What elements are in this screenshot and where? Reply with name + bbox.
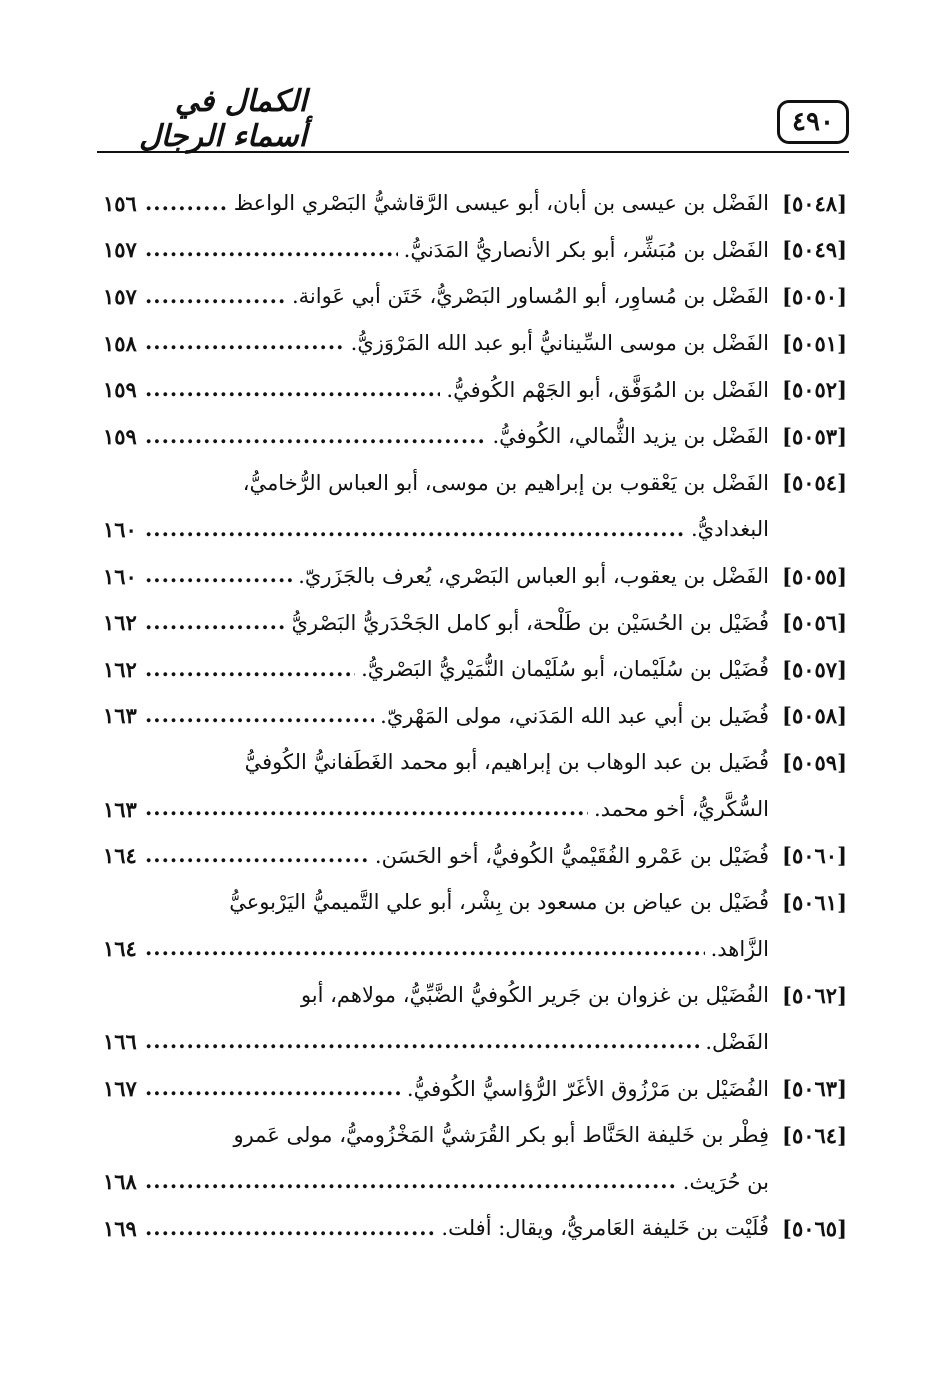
entry-page: ١٦٠: [103, 516, 137, 542]
entry-title: الفَضْل.: [705, 1029, 769, 1054]
entry-title: الفَضْل بن يزيد الثُّمالي، الكُوفيُّ.: [492, 424, 769, 449]
dot-leader: [145, 842, 369, 869]
entry-title: الفُضَيْل بن مَرْزُوق الأغَرّ الرُّؤاسيُّ الكُوفيُّ.: [406, 1076, 769, 1101]
index-entry: [103, 460, 847, 553]
entry-number: [٥٠٥٣]: [782, 423, 847, 449]
index-entry: [103, 366, 847, 413]
entry-number: [٥٠٥٥]: [782, 563, 847, 589]
entry-title: الفَضْل بن عيسى بن أبان، أبو عيسى الرَّقاشيُّ البَصْري الواعظ: [233, 191, 769, 216]
index-entry: [103, 227, 847, 274]
index-entry: [103, 646, 847, 693]
entry-title: السُّكَّريُّ، أخو محمد.: [593, 797, 769, 822]
entry-line: [103, 693, 847, 740]
entry-title: الفَضْل بن يعقوب، أبو العباس البَصْري، يُعرف بالجَزَريّ.: [298, 564, 769, 589]
entry-number: [٥٠٦٠]: [782, 843, 847, 869]
dot-leader: [145, 1168, 677, 1195]
entry-title: الفَضْل بن يَعْقوب بن إبراهيم بن موسى، أبو العباس الرُّخاميُّ،: [242, 470, 769, 495]
entry-page: ١٥٧: [103, 237, 137, 263]
page-number: ٤٩٠: [777, 100, 849, 144]
entry-number: [٥٠٦٢]: [782, 982, 847, 1008]
index-entry: [103, 832, 847, 879]
dot-leader: [145, 1075, 401, 1102]
index-entry: [103, 693, 847, 740]
entry-number: [٥٠٥٧]: [782, 656, 847, 682]
index-entry: [103, 553, 847, 600]
entry-page: ١٦٤: [103, 936, 137, 962]
index-entry: [103, 273, 847, 320]
dot-leader: [145, 283, 286, 310]
entry-number: [٥٠٥٨]: [782, 703, 847, 729]
entry-number: [٥٠٥٦]: [782, 610, 847, 636]
entry-number: [٥٠٦٣]: [782, 1076, 847, 1102]
entry-title: الفَضْل بن موسى السِّينانيُّ أبو عبد الله المَرْوَزيُّ.: [350, 331, 769, 356]
index-entry: [103, 413, 847, 460]
entry-line: [103, 1019, 847, 1066]
entry-line: [103, 832, 847, 879]
entry-page: ١٦٧: [103, 1076, 137, 1102]
entry-title: فُضَيل بن عبد الوهاب بن إبراهيم، أبو محمد الغَطَفانيُّ الكُوفيُّ: [244, 750, 769, 775]
entry-number: [٥٠٦٤]: [782, 1122, 847, 1148]
entry-title: فُضَيْل بن الحُسَيْن بن طَلْحة، أبو كامل الجَحْدَريُّ البَصْريُّ: [291, 610, 769, 635]
entry-line: [103, 413, 847, 460]
dot-leader: [145, 609, 286, 636]
entry-title: فُضَيل بن أبي عبد الله المَدَني، مولى المَهْريّ.: [380, 703, 769, 728]
entry-title: الزَّاهد.: [710, 936, 769, 961]
entry-line: [103, 180, 847, 227]
entry-line: [103, 972, 847, 1019]
entry-page: ١٦٣: [103, 703, 137, 729]
entry-number: [٥٠٤٨]: [782, 190, 847, 216]
index-entry: [103, 599, 847, 646]
entry-number: [٥٠٦٥]: [782, 1215, 847, 1241]
dot-leader: [145, 795, 588, 822]
index-entry: [103, 879, 847, 972]
entry-line: [103, 1205, 847, 1252]
entry-line: [103, 786, 847, 833]
entry-title: فُضَيْل بن عياض بن مسعود بن بِشْر، أبو علي التَّميميُّ اليَرْبوعيُّ: [229, 890, 769, 915]
entry-number: [٥٠٥٩]: [782, 749, 847, 775]
dot-leader: [145, 1028, 699, 1055]
entry-title: فِطْر بن خَليفة الحَنَّاط أبو بكر القُرَشيُّ المَخْزُوميُّ، مولى عَمرو: [233, 1123, 769, 1148]
entry-line: [103, 646, 847, 693]
index-entry: [103, 739, 847, 832]
dot-leader: [145, 329, 345, 356]
running-title: الكمال في أسماء الرجال: [138, 84, 307, 154]
entry-page: ١٥٨: [103, 330, 137, 356]
entry-page: ١٦٣: [103, 796, 137, 822]
entry-title: الفَضْل بن المُوَفَّق، أبو الجَهْم الكُوفيُّ.: [446, 377, 769, 402]
entry-line: [103, 320, 847, 367]
entry-page: ١٦٨: [103, 1169, 137, 1195]
entry-page: ١٦٢: [103, 610, 137, 636]
dot-leader: [145, 236, 398, 263]
index-entries: [103, 180, 847, 1252]
entry-line: [103, 1158, 847, 1205]
entry-page: ١٦٦: [103, 1029, 137, 1055]
entry-title: فُضَيْل بن سُلَيْمان، أبو سُلَيْمان النُّمَيْريُّ البَصْريُّ.: [361, 657, 769, 682]
entry-line: [103, 273, 847, 320]
index-entry: [103, 320, 847, 367]
page-header: [97, 84, 849, 154]
entry-title: البغداديُّ.: [690, 517, 769, 542]
entry-line: [103, 879, 847, 926]
dot-leader: [145, 1215, 435, 1242]
entry-number: [٥٠٥١]: [782, 330, 847, 356]
entry-page: ١٥٩: [103, 423, 137, 449]
entry-number: [٥٠٦١]: [782, 889, 847, 915]
dot-leader: [145, 656, 355, 683]
entry-page: ١٦٢: [103, 656, 137, 682]
index-entry: [103, 1065, 847, 1112]
dot-leader: [145, 376, 440, 403]
entry-page: ١٦٠: [103, 563, 137, 589]
dot-leader: [145, 423, 487, 450]
entry-number: [٥٠٥٤]: [782, 470, 847, 496]
entry-title: الفَضْل بن مُساوِر، أبو المُساور البَصْريُّ، خَتَن أبي عَوانة.: [291, 284, 769, 309]
entry-line: [103, 506, 847, 553]
entry-line: [103, 366, 847, 413]
index-entry: [103, 972, 847, 1065]
entry-line: [103, 553, 847, 600]
entry-line: [103, 1112, 847, 1159]
entry-line: [103, 1065, 847, 1112]
entry-title: الفَضْل بن مُبَشِّر، أبو بكر الأنصاريُّ المَدَنيُّ.: [403, 237, 769, 262]
entry-page: ١٦٩: [103, 1215, 137, 1241]
entry-line: [103, 739, 847, 786]
entry-title: فُلَيْت بن خَليفة العَامريُّ، ويقال: أفلت.: [441, 1216, 769, 1241]
entry-line: [103, 926, 847, 973]
entry-page: ١٥٦: [103, 190, 137, 216]
index-entry: [103, 180, 847, 227]
dot-leader: [145, 516, 685, 543]
index-entry: [103, 1112, 847, 1205]
entry-page: ١٦٤: [103, 843, 137, 869]
entry-number: [٥٠٥٠]: [782, 283, 847, 309]
entry-line: [103, 227, 847, 274]
entry-number: [٥٠٤٩]: [782, 237, 847, 263]
entry-title: بن حُرَيث.: [682, 1169, 769, 1194]
entry-title: فُضَيْل بن عَمْرو الفُقَيْميُّ الكُوفيُّ، أخو الحَسَن.: [374, 843, 769, 868]
dot-leader: [145, 190, 228, 217]
entry-number: [٥٠٥٢]: [782, 377, 847, 403]
entry-line: [103, 460, 847, 507]
entry-page: ١٥٧: [103, 283, 137, 309]
entry-page: ١٥٩: [103, 377, 137, 403]
dot-leader: [145, 562, 292, 589]
entry-line: [103, 599, 847, 646]
header-rule: [97, 151, 849, 153]
dot-leader: [145, 935, 705, 962]
index-entry: [103, 1205, 847, 1252]
entry-title: الفُضَيْل بن غزوان بن جَرير الكُوفيُّ الضَّبِّيُّ، مولاهم، أبو: [300, 983, 769, 1008]
dot-leader: [145, 702, 374, 729]
